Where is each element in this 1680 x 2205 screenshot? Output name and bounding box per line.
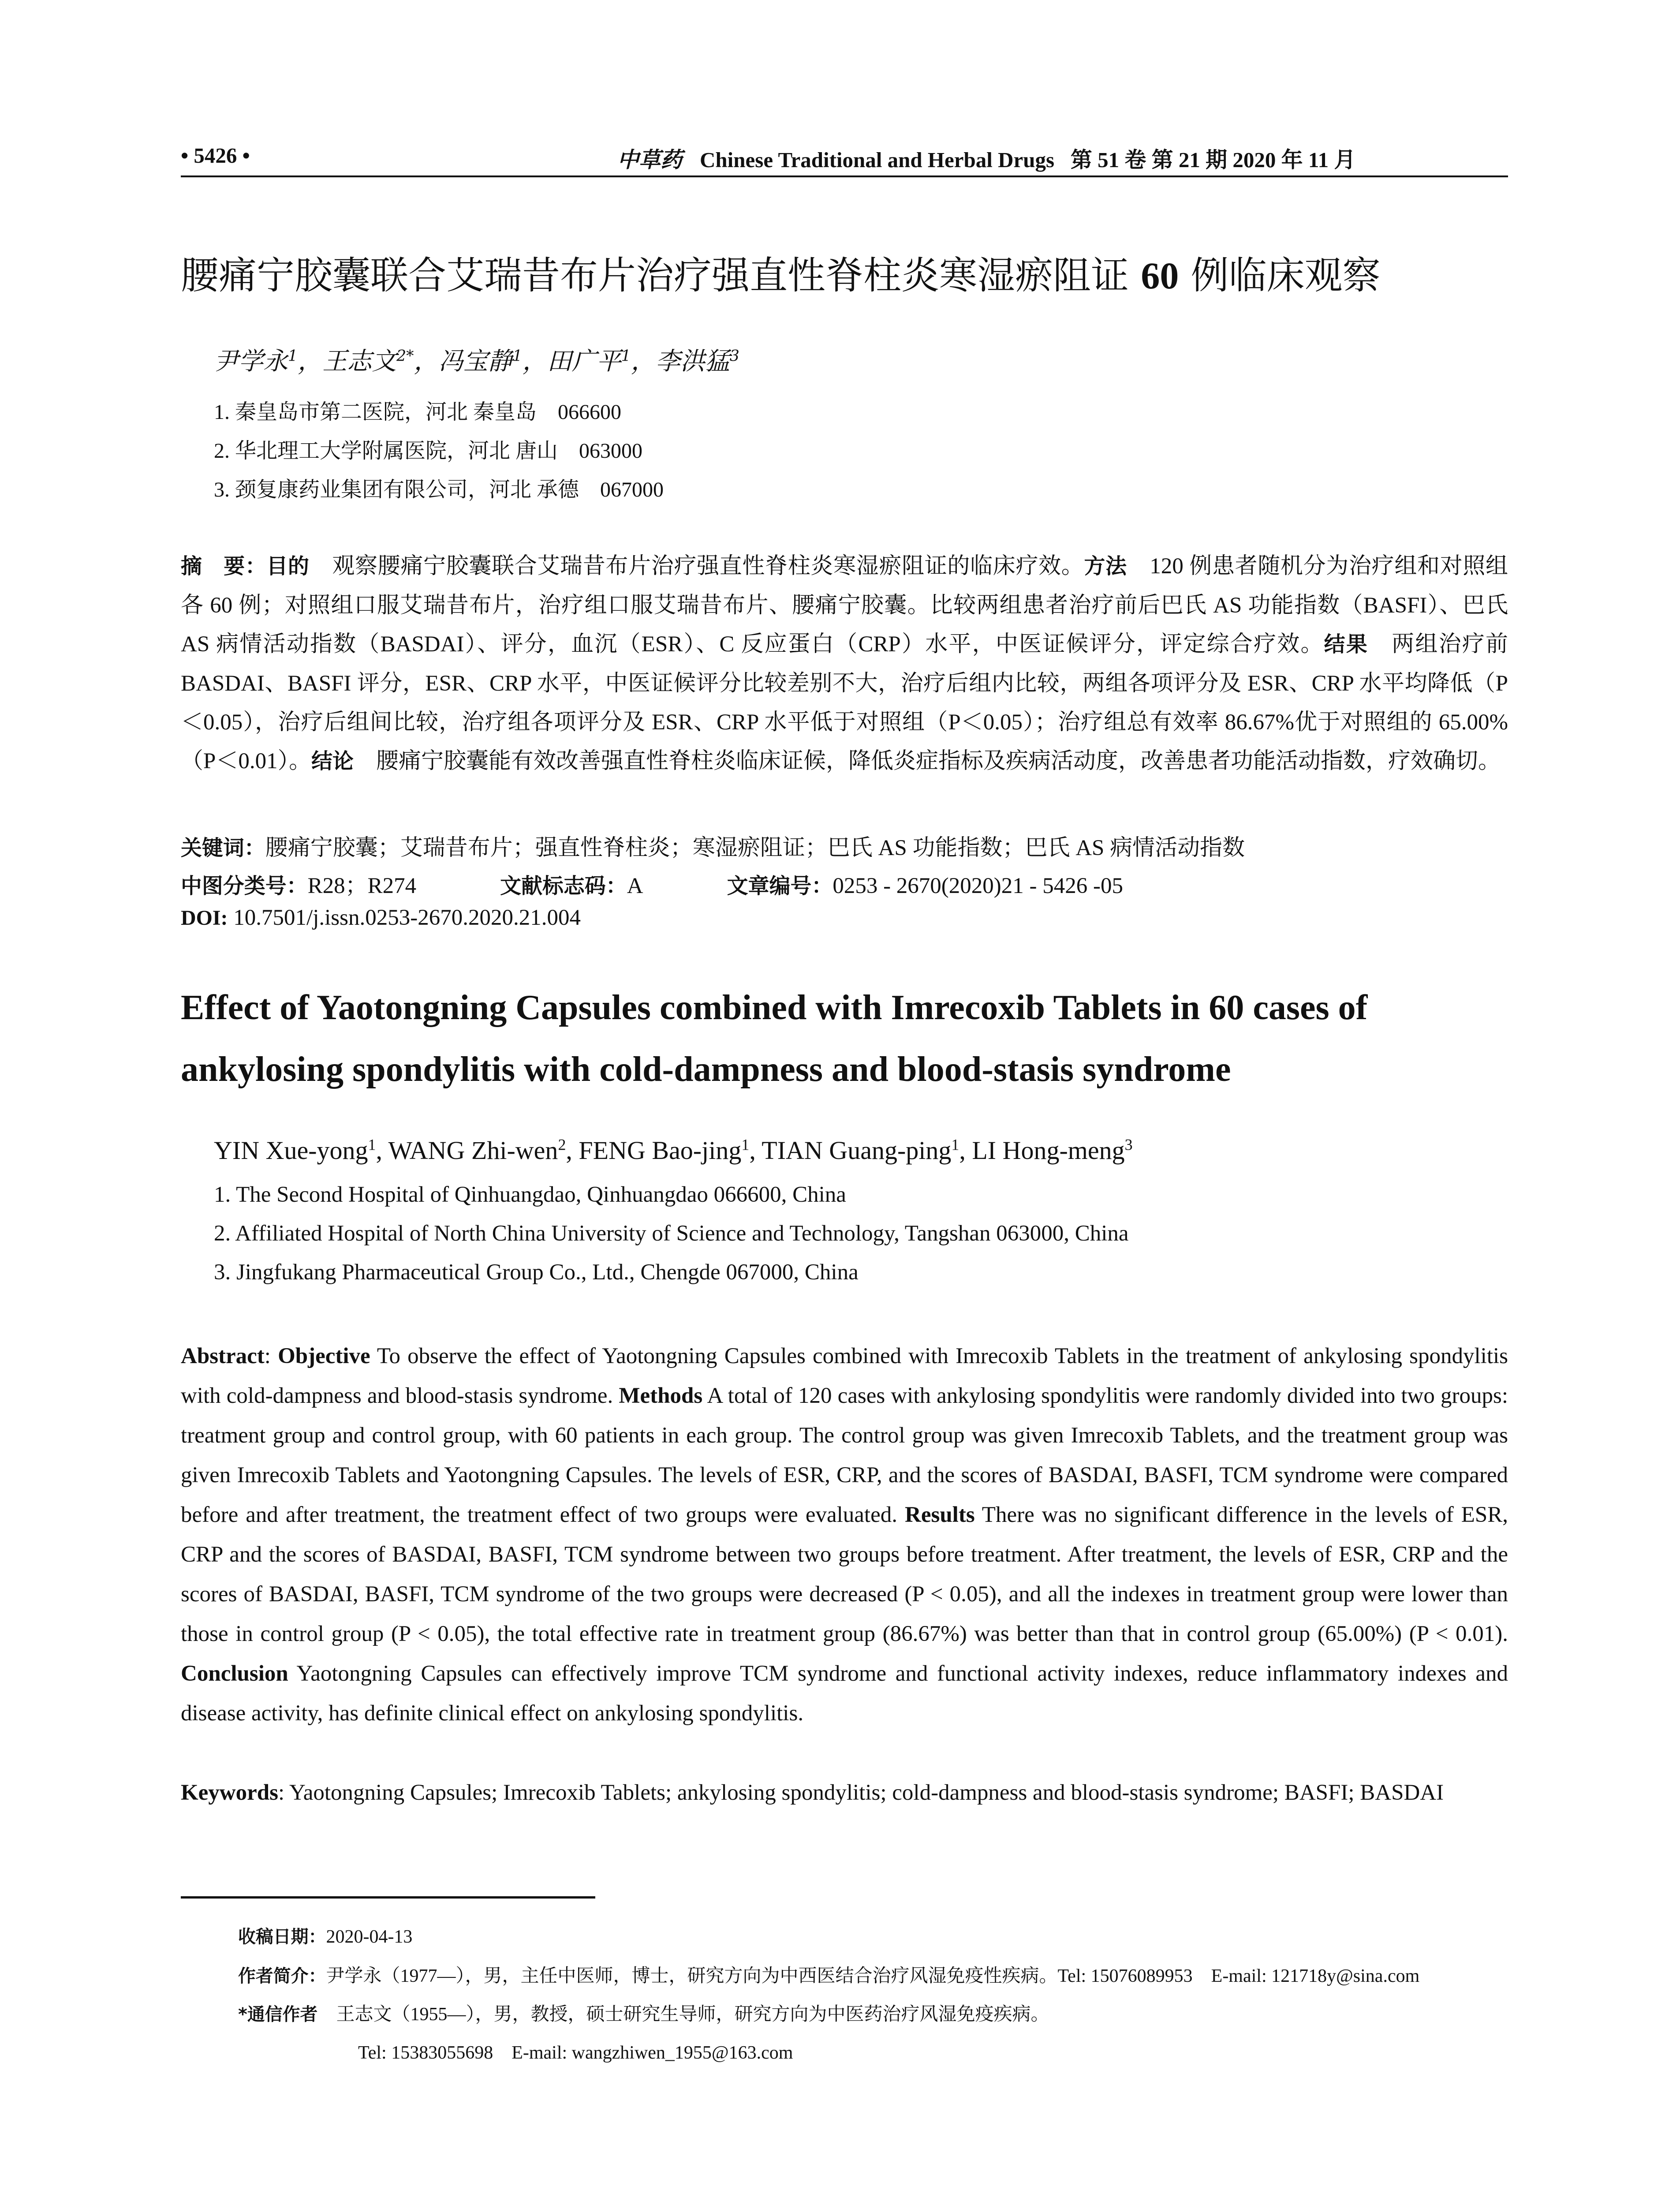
english-keywords: Keywords: Yaotongning Capsules; Imrecoxib Tablets; ankylosing spondylitis; cold-dampness and blood-stasis syndrome; BASFI; BASDAI <box>181 1780 1444 1805</box>
chinese-affiliation: 2. 华北理工大学附属医院，河北 唐山 063000 <box>214 439 643 463</box>
journal-name-en: Chinese Traditional and Herbal Drugs <box>700 148 1055 172</box>
english-authors: YIN Xue-yong$^1$, WANG Zhi-wen$^2$, FENG Bao-jing$^1$, TIAN Guang-ping$^1$, LI Hong-meng$^3$ <box>214 1136 1133 1165</box>
chinese-affiliation: 1. 秦皇岛市第二医院，河北 秦皇岛 066600 <box>214 400 622 424</box>
chinese-title: 腰痛宁胶囊联合艾瑞昔布片治疗强直性脊柱炎寒湿瘀阻证 60 例临床观察 <box>181 254 1381 298</box>
chinese-abstract: 摘 要：目的 观察腰痛宁胶囊联合艾瑞昔布片治疗强直性脊柱炎寒湿瘀阻证的临床疗效。方法 120 例患者随机分为治疗组和对照组各 60 例；对照组口服艾瑞昔布片，治疗组口服艾瑞昔布片、腰痛宁胶囊。比较两组患者治疗前后巴氏 AS 功能指数（BASFI）、巴氏 AS 病情活动指数（BASDAI）、评分，血沉（ESR）、C 反应蛋白（CRP）水平，中医证候评分，评定综合疗效。结果 两组治疗前 BASDAI、BASFI 评分，ESR、CRP 水平，中医证候评分比较差别不大，治疗后组内比较，两组各项评分及 ESR、CRP 水平均降低（P＜0.05），治疗后组间比较，治疗组各项评分及 ESR、CRP 水平低于对照组（P＜0.05）；治疗组总有效率 86.67%优于对照组的 65.00%（P＜0.01）。结论 腰痛宁胶囊能有效改善强直性脊柱炎临床证候，降低炎症指标及疾病活动度，改善患者功能活动指数，疗效确切。 <box>181 554 1508 774</box>
issue-info: 第 51 卷 第 21 期 2020 年 11 月 <box>1070 148 1356 172</box>
chinese-keywords: 关键词：腰痛宁胶囊；艾瑞昔布片；强直性脊柱炎；寒湿瘀阻证；巴氏 AS 功能指数；巴氏 AS 病情活动指数 <box>181 836 1245 860</box>
english-title: Effect of Yaotongning Capsules combined with Imrecoxib Tablets in 60 cases of ankylosing spondylitis with cold-dampness and blood-stasis syndrome <box>181 988 1368 1089</box>
english-abstract: Abstract: Objective To observe the effect of Yaotongning Capsules combined with Imrecoxib Tablets in the treatment of ankylosing spondylitis with cold-dampness and blood-stasis syndrome. Methods A total of 120 cases with ankylosing spondylitis were randomly divided into two groups: treatment group and control group, with 60 patients in each group. The control group was given Imrecoxib Tablets, and the treatment group was given Imrecoxib Tablets and Yaotongning Capsules. The levels of ESR, CRP, and the scores of BASDAI, BASFI, TCM syndrome were compared before and after treatment, the treatment effect of two groups were evaluated. Results There was no significant difference in the levels of ESR, CRP and the scores of BASDAI, BASFI, TCM syndrome between two groups before treatment. After treatment, the levels of ESR, CRP and the scores of BASDAI, BASFI, TCM syndrome of the two groups were decreased (P < 0.05), and all the indexes in treatment group were lower than those in control group (P < 0.05), the total effective rate in treatment group (86.67%) was better than that in control group (65.00%) (P < 0.01). Conclusion Yaotongning Capsules can effectively improve TCM syndrome and functional activity indexes, reduce inflammatory indexes and disease activity, has definite clinical effect on ankylosing spondylitis. <box>181 1344 1508 1726</box>
corresponding-author: *通信作者 王志文（1955—），男，教授，硕士研究生导师，研究方向为中医药治疗风湿免疫疾病。 <box>238 2004 1049 2025</box>
doi-line: DOI: 10.7501/j.issn.0253-2670.2020.21.004 <box>181 905 581 930</box>
chinese-affiliation: 3. 颈复康药业集团有限公司，河北 承德 067000 <box>214 478 664 501</box>
running-header <box>181 140 1508 177</box>
author-bio: 作者简介：尹学永（1977—），男，主任中医师，博士，研究方向为中西医结合治疗风湿免疫性疾病。Tel: 15076089953 E-mail: 121718y@sina.com <box>238 1966 1420 1986</box>
english-affiliation: 1. The Second Hospital of Qinhuangdao, Qinhuangdao 066600, China <box>214 1182 846 1207</box>
page-number: • 5426 • <box>181 143 250 168</box>
english-affiliation: 2. Affiliated Hospital of North China University of Science and Technology, Tangshan 063000, China <box>214 1221 1129 1246</box>
footnote-divider <box>181 1896 595 1899</box>
chinese-authors: 尹学永$^1$，王志文$^{2*}$，冯宝静$^1$，田广平$^1$，李洪猛$^3$ <box>214 347 739 376</box>
journal-logo-cn: 中草药 <box>617 147 683 172</box>
received-date: 收稿日期：2020-04-13 <box>238 1927 413 1947</box>
english-affiliation: 3. Jingfukang Pharmaceutical Group Co., Ltd., Chengde 067000, China <box>214 1260 859 1285</box>
classification-line: 中图分类号：R28；R274 文献标志码：A 文章编号：0253 - 2670(2020)21 - 5426 -05 <box>181 874 1123 898</box>
journal-line <box>617 143 1355 174</box>
corresponding-contact: Tel: 15383055698 E-mail: wangzhiwen_1955@163.com <box>358 2043 793 2063</box>
